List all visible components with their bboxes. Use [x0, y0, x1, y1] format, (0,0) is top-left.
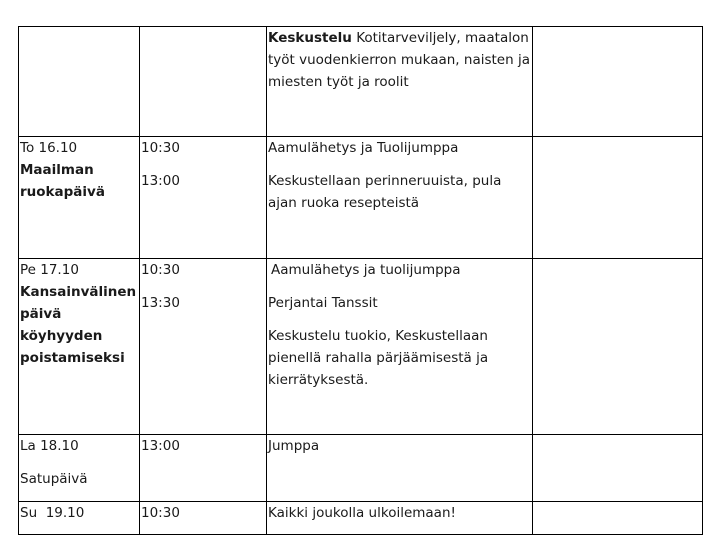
activity: Keskustelu tuokio, Keskustellaan pienellä rahalla pärjäämisestä ja kierrätyksestä. [268, 328, 489, 388]
time: 13:00 [141, 173, 180, 189]
time: 10:30 [141, 262, 180, 278]
activity: Kaikki joukolla ulkoilemaan! [268, 505, 456, 521]
time: 10:30 [141, 140, 180, 156]
content-cell [267, 502, 533, 535]
table-row [19, 27, 703, 137]
day-date: Pe 17.10 [20, 262, 79, 278]
activity: Keskustellaan perinneruuista, pula ajan ruoka resepteistä [268, 173, 502, 211]
day-cell [19, 259, 140, 435]
table-row [19, 502, 703, 535]
day-cell [19, 137, 140, 259]
time-cell [140, 27, 267, 137]
table-row [19, 435, 703, 502]
time-cell [140, 502, 267, 535]
table-row [19, 259, 703, 435]
content-cell [267, 27, 533, 137]
time: 10:30 [141, 505, 180, 521]
empty-cell [533, 259, 703, 435]
content-cell [267, 259, 533, 435]
activity: Perjantai Tanssit [268, 295, 378, 311]
day-cell [19, 27, 140, 137]
content-cell [267, 435, 533, 502]
time-cell [140, 435, 267, 502]
day-cell [19, 502, 140, 535]
day-date: La 18.10 [20, 438, 79, 454]
empty-cell [533, 137, 703, 259]
content-bold: Keskustelu [268, 30, 352, 46]
table-row [19, 137, 703, 259]
content-text: Kotitarveviljely, maatalon työt vuodenkierron mukaan, naisten ja miesten työt ja roolit [268, 30, 530, 90]
day-theme: Kansainvälinen päivä köyhyyden poistamiseksi [20, 284, 137, 366]
day-theme: Maailman ruokapäivä [20, 162, 105, 200]
activity: Aamulähetys ja Tuolijumppa [268, 140, 459, 156]
content-cell [267, 137, 533, 259]
activity: Jumppa [268, 438, 320, 454]
day-date: To 16.10 [20, 140, 78, 156]
time: 13:00 [141, 438, 180, 454]
schedule-table [18, 26, 703, 535]
empty-cell [533, 27, 703, 137]
time-cell [140, 259, 267, 435]
day-cell [19, 435, 140, 502]
day-date: Su 19.10 [20, 505, 85, 521]
day-theme: Satupäivä [20, 471, 88, 487]
empty-cell [533, 502, 703, 535]
activity: Aamulähetys ja tuolijumppa [271, 262, 461, 278]
empty-cell [533, 435, 703, 502]
time-cell [140, 137, 267, 259]
time: 13:30 [141, 295, 180, 311]
